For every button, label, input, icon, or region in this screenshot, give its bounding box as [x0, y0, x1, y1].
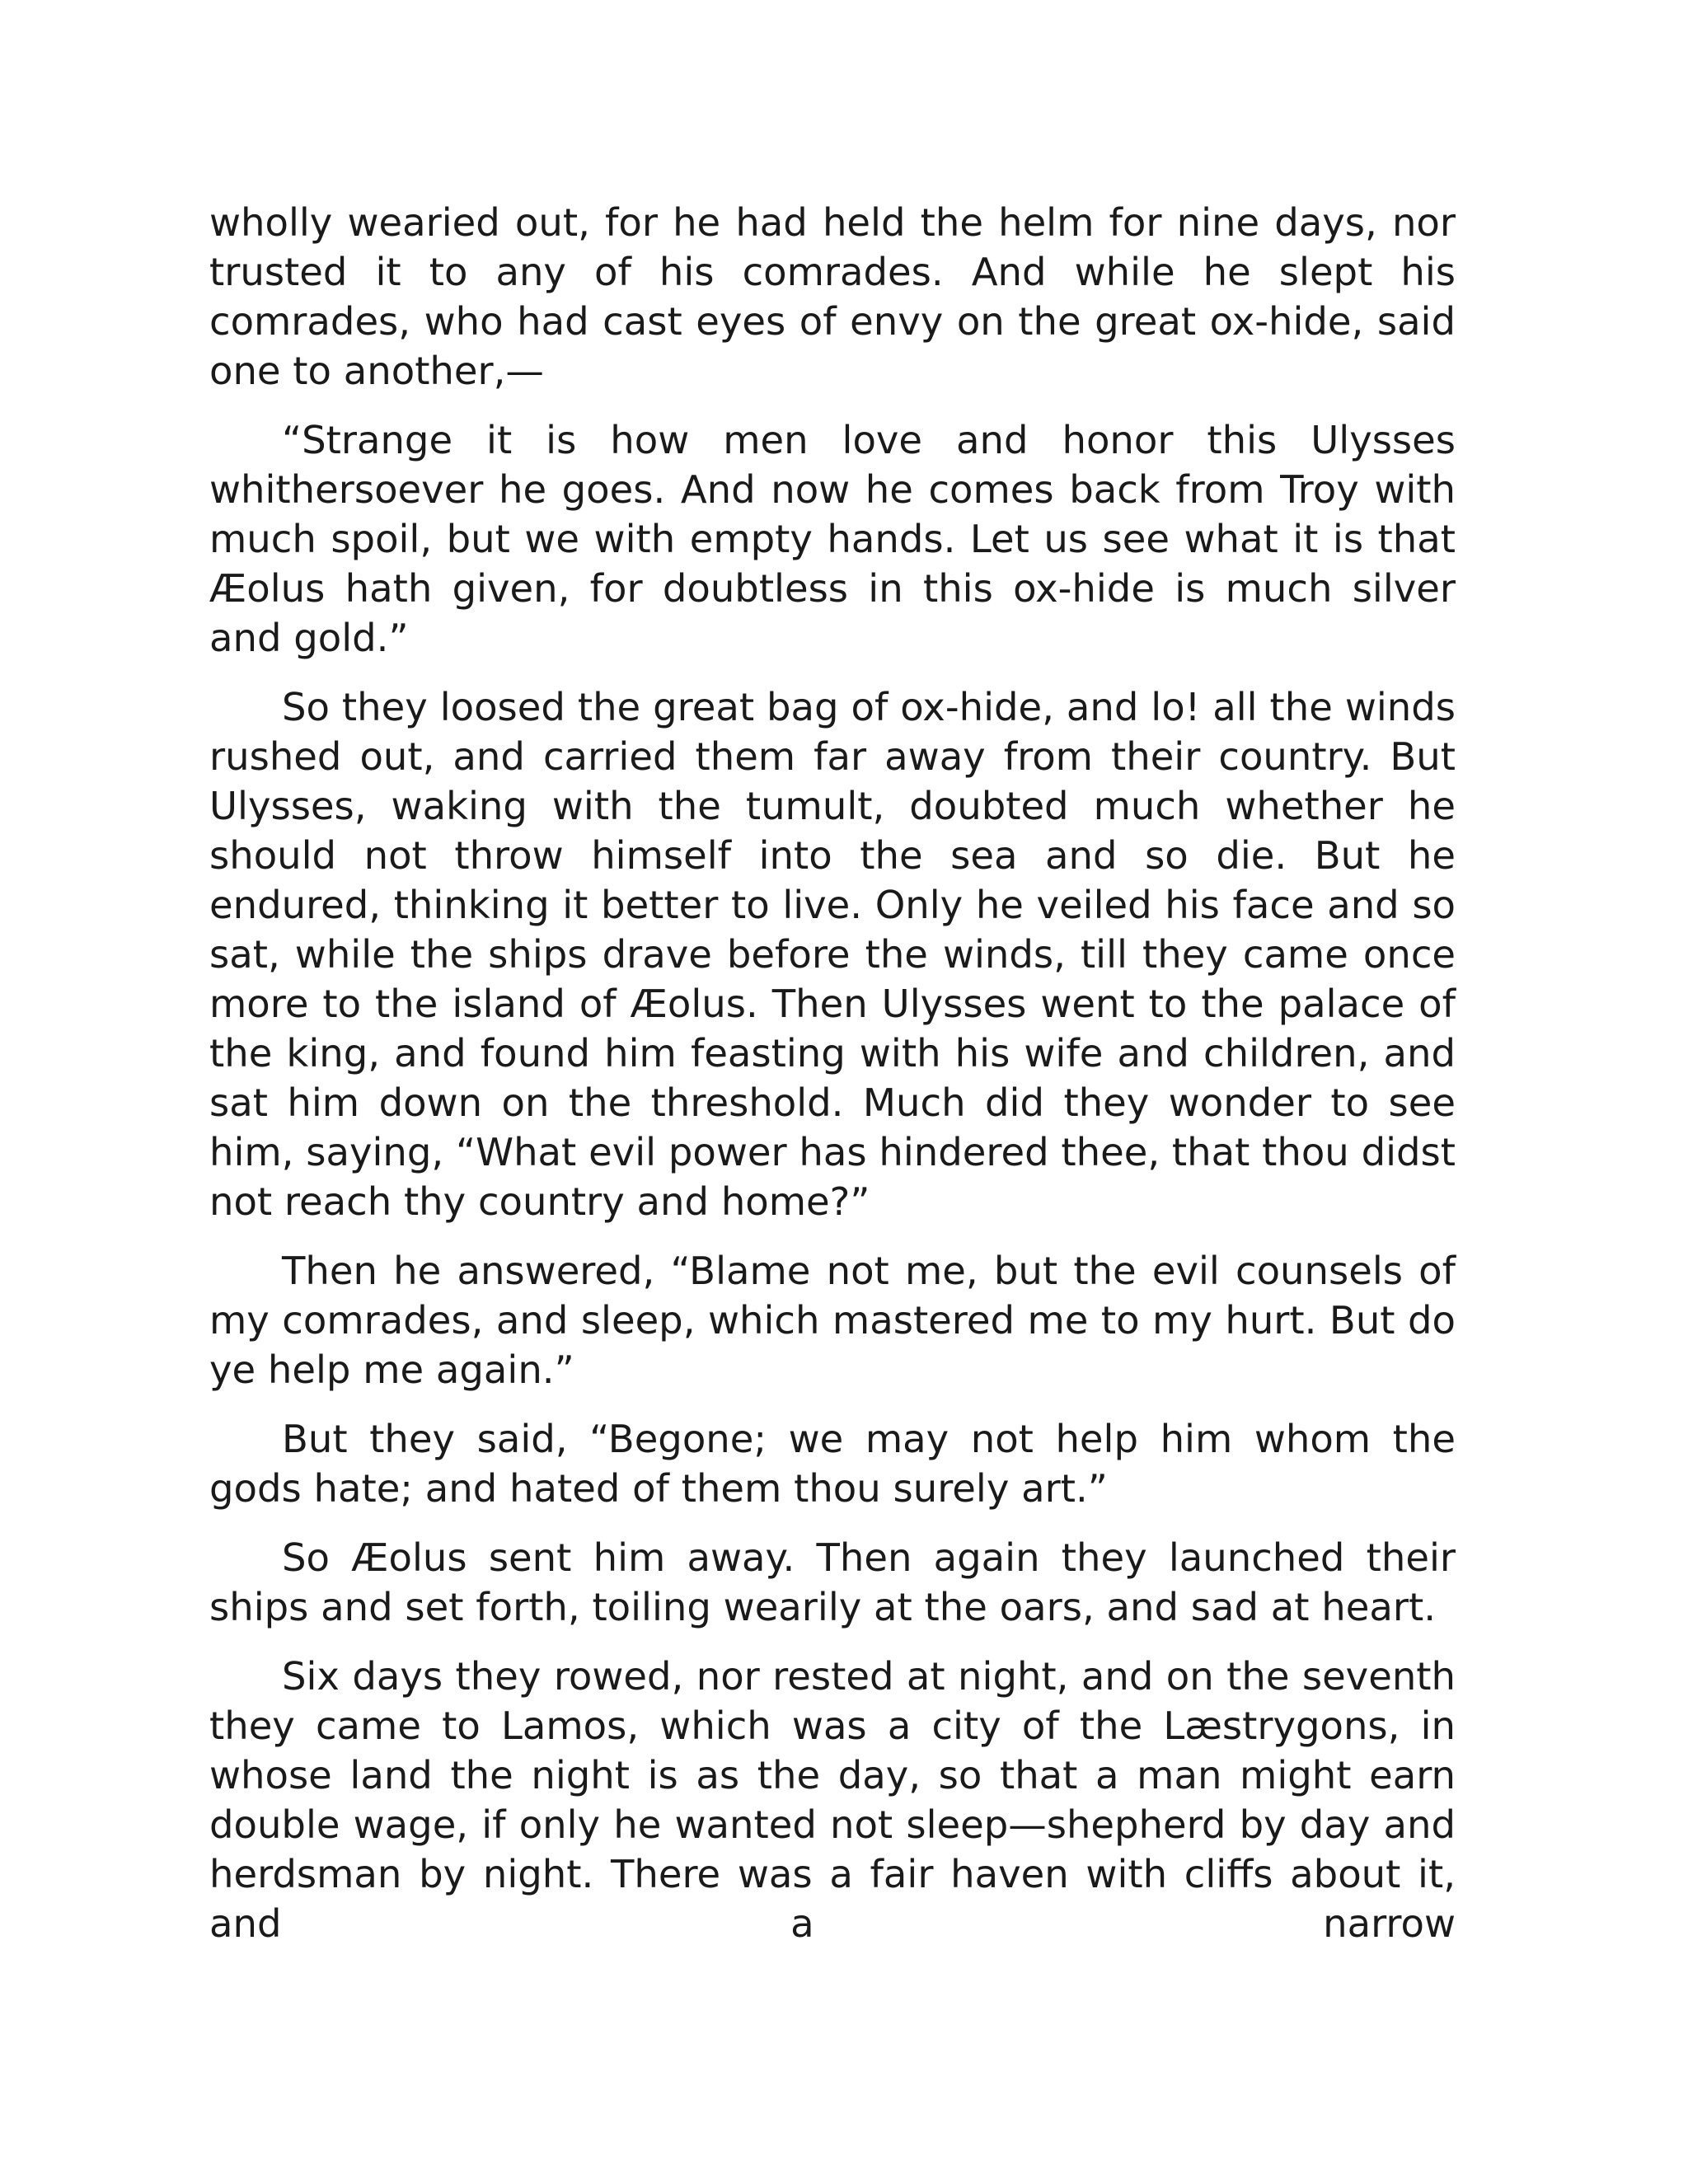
paragraph-1: wholly wearied out, for he had held the helm for nine days, nor trusted it to any of his comrades. And while he slept his comrades, who had cast eyes of envy on the great ox-hide, said one to another,— — [209, 200, 1456, 393]
page-body — [209, 198, 1456, 1948]
paragraph-3: So they loosed the great bag of ox-hide, and lo! all the winds rushed out, and carried them far away from their country. But Ulysses, waking with the tumult, doubted much whether he should not throw himself into the sea and so die. But he endured, thinking it better to live. Only he veiled his face and so sat, while the ships drave before the winds, till they came once more to the island of Æolus. Then Ulysses went to the palace of the king, and found him feasting with his wife and children, and sat him down on the threshold. Much did they wonder to see him, saying, “What evil power has hindered thee, that thou didst not reach thy country and home?” — [209, 685, 1456, 1224]
paragraph-7: Six days they rowed, nor rested at night, and on the seventh they came to Lamos, which was a city of the Læstrygons, in whose land the night is as the day, so that a man might earn double wage, if only he wanted not sleep—shepherd by day and herdsman by night. There was a fair haven with cliffs about it, and a narrow — [209, 1654, 1456, 1946]
paragraph-2: “Strange it is how men love and honor this Ulysses whithersoever he goes. And now he comes back from Troy with much spoil, but we with empty hands. Let us see what it is that Æolus hath given, for doubtless in this ox-hide is much silver and gold.” — [209, 418, 1456, 660]
paragraph-6: So Æolus sent him away. Then again they launched their ships and set forth, toiling wearily at the oars, and sad at heart. — [209, 1535, 1456, 1629]
paragraph-4: Then he answered, “Blame not me, but the evil counsels of my comrades, and sleep, which mastered me to my hurt. But do ye help me again.” — [209, 1249, 1456, 1392]
paragraph-5: But they said, “Begone; we may not help him whom the gods hate; and hated of them thou surely art.” — [209, 1417, 1456, 1511]
